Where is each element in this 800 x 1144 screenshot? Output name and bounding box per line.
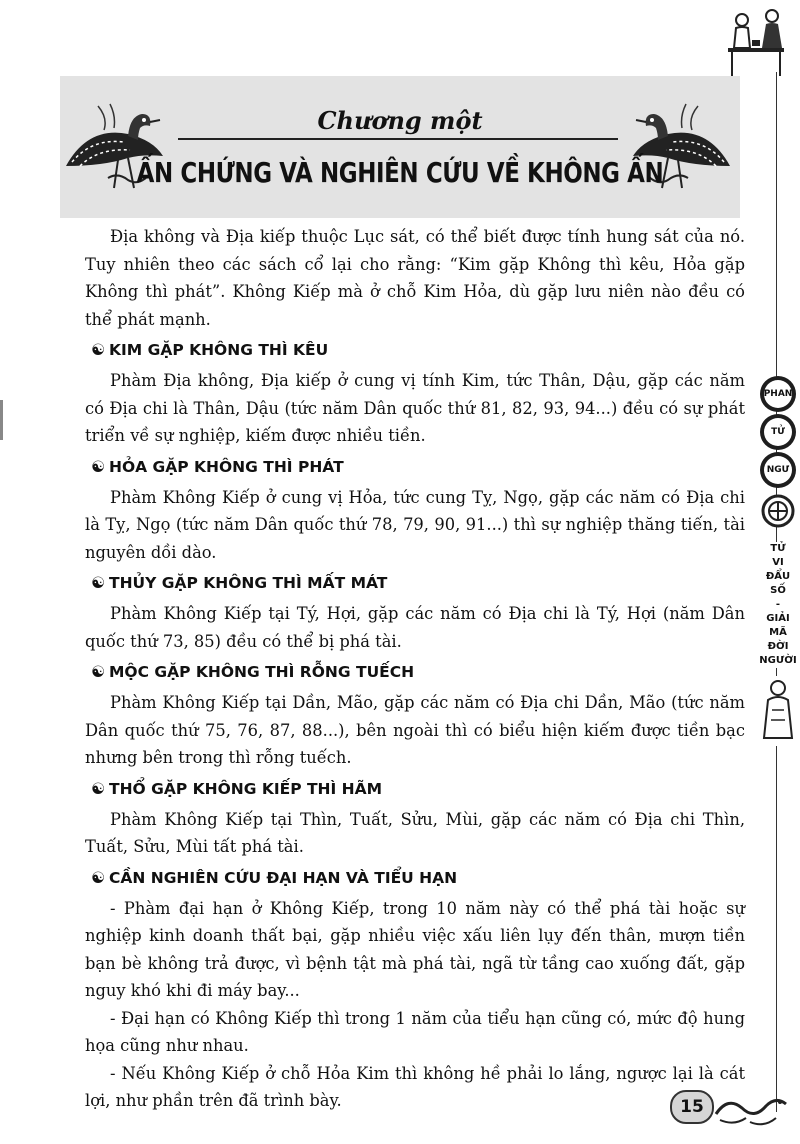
section-paragraph: Phàm Không Kiếp tại Thìn, Tuất, Sửu, Mùi, gặp các năm có Địa chi Thìn, Tuất, Sửu, Mùi tất phá tài. [85,809,745,856]
author-seal-1: PHAN [760,376,796,412]
intro-paragraph: Địa không và Địa kiếp thuộc Lục sát, có thể biết được tính hung sát của nó. Tuy nhiên theo các sách cổ lại cho rằng: “Kim gặp Không thì kêu, Hỏa gặp Không thì phát”. Không Kiếp mà ở chỗ Kim Hỏa, dù gặp lưu niên nào đều có thể phát mạnh. [85,227,745,329]
section-paragraph: Phàm Không Kiếp tại Tý, Hợi, gặp các năm có Địa chi là Tý, Hợi (năm Dân quốc thứ 73, 85) đều có thể bị phá tài. [85,604,745,651]
section-paragraph: - Đại hạn có Không Kiếp thì trong 1 năm của tiểu hạn cũng có, mức độ hung họa cũng như nhau. [85,1008,745,1055]
scholars-illustration [712,0,800,80]
author-seal-2: TỬ [760,414,796,450]
section-heading-text: THỦY GẶP KHÔNG THÌ MẤT MÁT [109,574,388,592]
section-heading [85,865,745,892]
author-seal-3: NGƯ [760,452,796,488]
section-heading-text: HỎA GẶP KHÔNG THÌ PHÁT [109,457,344,476]
yin-yang-icon: ☯ [91,574,105,592]
section-heading [85,776,745,803]
section-heading-text: MỘC GẶP KHÔNG THÌ RỖNG TUẾCH [109,663,415,681]
yin-yang-icon: ☯ [91,663,105,681]
ornament-medallion-icon [761,494,795,528]
yin-yang-icon: ☯ [91,868,105,887]
book-title-vertical: TỬ VI ĐẨU SỐ - GIẢI MÃ ĐỜI NGƯỜI [756,542,800,668]
section-heading [85,659,745,686]
section-heading-text: THỔ GẶP KHÔNG KIẾP THÌ HÃM [109,779,383,798]
main-content [85,223,745,1115]
page-number: 15 [670,1090,714,1124]
section-paragraph: Phàm Không Kiếp ở cung vị Hỏa, tức cung Tỵ, Ngọ, gặp các năm có Địa chi là Tỵ, Ngọ (tức năm Dân quốc thứ 78, 79, 90, 91...) thì sự nghiệp thăng tiến, tài nguyên dồi dào. [85,487,745,562]
dragon-ornament-icon [710,1086,790,1130]
section-heading [85,454,745,481]
section-heading-text: CẦN NGHIÊN CỨU ĐẠI HẠN VÀ TIỂU HẠN [109,868,458,887]
yin-yang-icon: ☯ [91,779,105,798]
chapter-label: Chương một [317,106,483,135]
section-paragraph: - Phàm đại hạn ở Không Kiếp, trong 10 năm này có thể phá tài hoặc sự nghiệp kinh doanh thất bại, gặp nhiều việc xấu liên lụy đến thân, mượn tiền bạn bè không trả được, vì bệnh tật mà phá tài, ngã từ tầng cao xuống đất, gặp nguy khó khi đi máy bay... [85,898,745,1000]
sage-figure-illustration [758,676,798,746]
section-heading [85,570,745,597]
section-paragraph: Phàm Không Kiếp tại Dần, Mão, gặp các năm có Địa chi Dần, Mão (tức năm Dân quốc thứ 75, 76, 87, 88...), bên ngoài thì có biểu hiện kiếm được tiền bạc nhưng bên trong thì rỗng tuếch. [85,693,745,767]
yin-yang-icon: ☯ [91,341,105,359]
page-title: ẤN CHỨNG VÀ NGHIÊN CỨU VỀ KHÔNG ẤN [136,156,664,189]
section-paragraph: Phàm Địa không, Địa kiếp ở cung vị tính Kim, tức Thân, Dậu, gặp các năm có Địa chi là Thân, Dậu (tức năm Dân quốc thứ 81, 82, 93, 94...) đều có sự phát triển về sự nghiệp, kiếm được nhiều tiền. [85,371,745,445]
section-heading [85,337,745,364]
yin-yang-icon: ☯ [91,457,105,476]
scan-edge-mark [0,400,3,440]
section-paragraph: - Nếu Không Kiếp ở chỗ Hỏa Kim thì không hề phải lo lắng, ngược lại là cát lợi, như phần trên đã trình bày. [85,1063,745,1110]
chapter-divider [178,138,618,140]
section-heading-text: KIM GẶP KHÔNG THÌ KÊU [109,341,329,359]
